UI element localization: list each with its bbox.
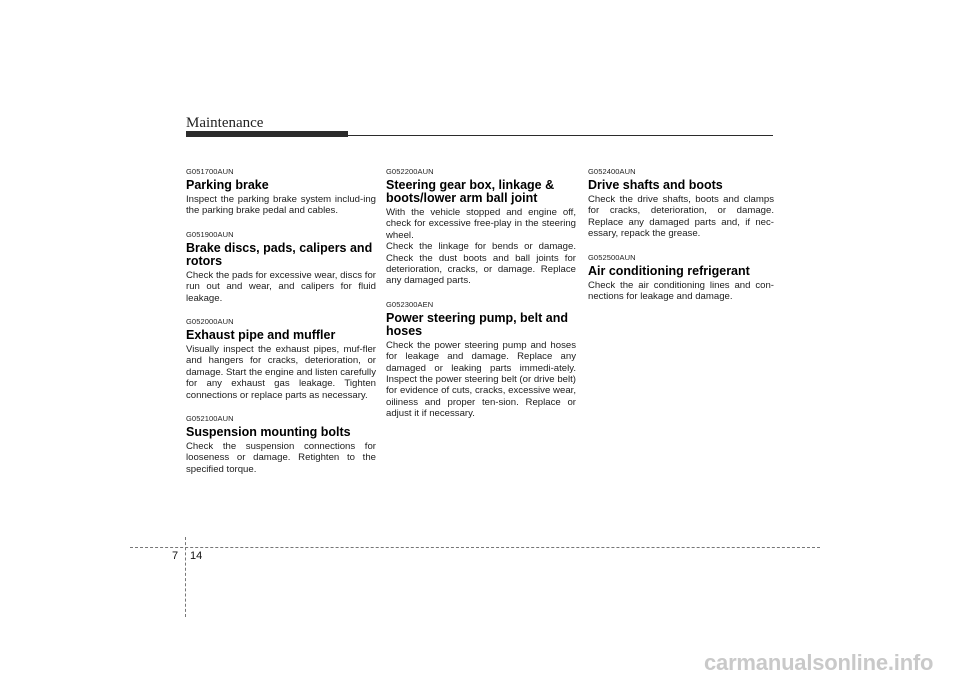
paragraph: Visually inspect the exhaust pipes, muf-fler and hangers for cracks, deterioration, or damage. Start the engine and listen carefully for any exhaust gas leakage. Tighten connections or replace parts as necessary. [186,344,376,401]
page-section-title: Maintenance [186,115,264,131]
paragraph: Inspect the parking brake system includ-ing the parking brake pedal and cables. [186,194,376,217]
footer-dashed-divider [185,537,186,617]
section-code: G052100AUN [186,414,234,424]
section-ac-refrigerant [588,253,774,303]
section-drive-shafts [588,167,774,240]
section-heading: Drive shafts and boots [588,178,723,192]
section-heading: Suspension mounting bolts [186,425,351,440]
section-code: G051900AUN [186,229,234,239]
section-code: G052200AUN [386,167,434,176]
paragraph: Check the suspension connections for looseness or damage. Retighten to the specified torque. [186,441,376,475]
section-heading: Exhaust pipe and muffler [186,328,336,343]
section-body [186,441,376,475]
section-suspension-bolts [186,414,376,475]
footer-dashed-rule [130,547,820,548]
paragraph: Check the pads for excessive wear, discs for run out and wear, and calipers for fluid leakage. [186,269,376,304]
section-body [186,344,376,401]
section-body [186,270,376,304]
section-heading: Steering gear box, linkage & boots/lower arm ball joint [386,178,555,205]
section-heading: Brake discs, pads, calipers and rotors [186,240,373,268]
page-number: 14 [190,550,203,562]
section-steering-gear [386,167,576,287]
section-code: G052000AUN [186,317,234,327]
column-2 [386,167,576,420]
paragraph: Check the drive shafts, boots and clamps for cracks, deterioration, or damage. Replace any damaged parts and, if nec-essary, repack the grease. [588,194,774,240]
section-code: G052500AUN [588,252,636,262]
column-1 [186,167,376,475]
section-body [186,194,376,217]
section-code: G051700AUN [186,167,234,176]
section-body [588,194,774,240]
section-body [386,207,576,287]
section-heading: Parking brake [186,178,269,192]
header-accent-bar [186,131,348,137]
chapter-number: 7 [172,550,179,562]
section-body [588,280,774,303]
paragraph: Check the linkage for bends or damage. Check the dust boots and ball joints for deterioration, cracks, or damage. Replace any damaged parts. [386,241,576,287]
header-rule [348,135,773,136]
section-code: G052300AEN [386,299,434,309]
section-heading: Air conditioning refrigerant [588,263,750,278]
paragraph: Check the air conditioning lines and con-nections for leakage and damage. [588,279,774,303]
watermark-text: carmanualsonline.info [704,650,934,675]
paragraph: With the vehicle stopped and engine off, check for excessive free-play in the steering wheel. [386,207,576,241]
section-heading: Power steering pump, belt and hoses [386,310,568,338]
section-code: G052400AUN [588,167,636,176]
section-brake-discs [186,230,376,304]
section-parking-brake [186,167,376,217]
section-body [386,340,576,420]
section-power-steering [386,300,576,420]
paragraph: Check the power steering pump and hoses for leakage and damage. Replace any damaged or leaking parts immedi-ately. Inspect the power steering belt (or drive belt) for evidence of cuts, cracks, excessive wear, oiliness and proper ten-sion. Replace or adjust it if necessary. [386,339,576,420]
section-exhaust-pipe [186,317,376,401]
column-3 [588,167,774,302]
